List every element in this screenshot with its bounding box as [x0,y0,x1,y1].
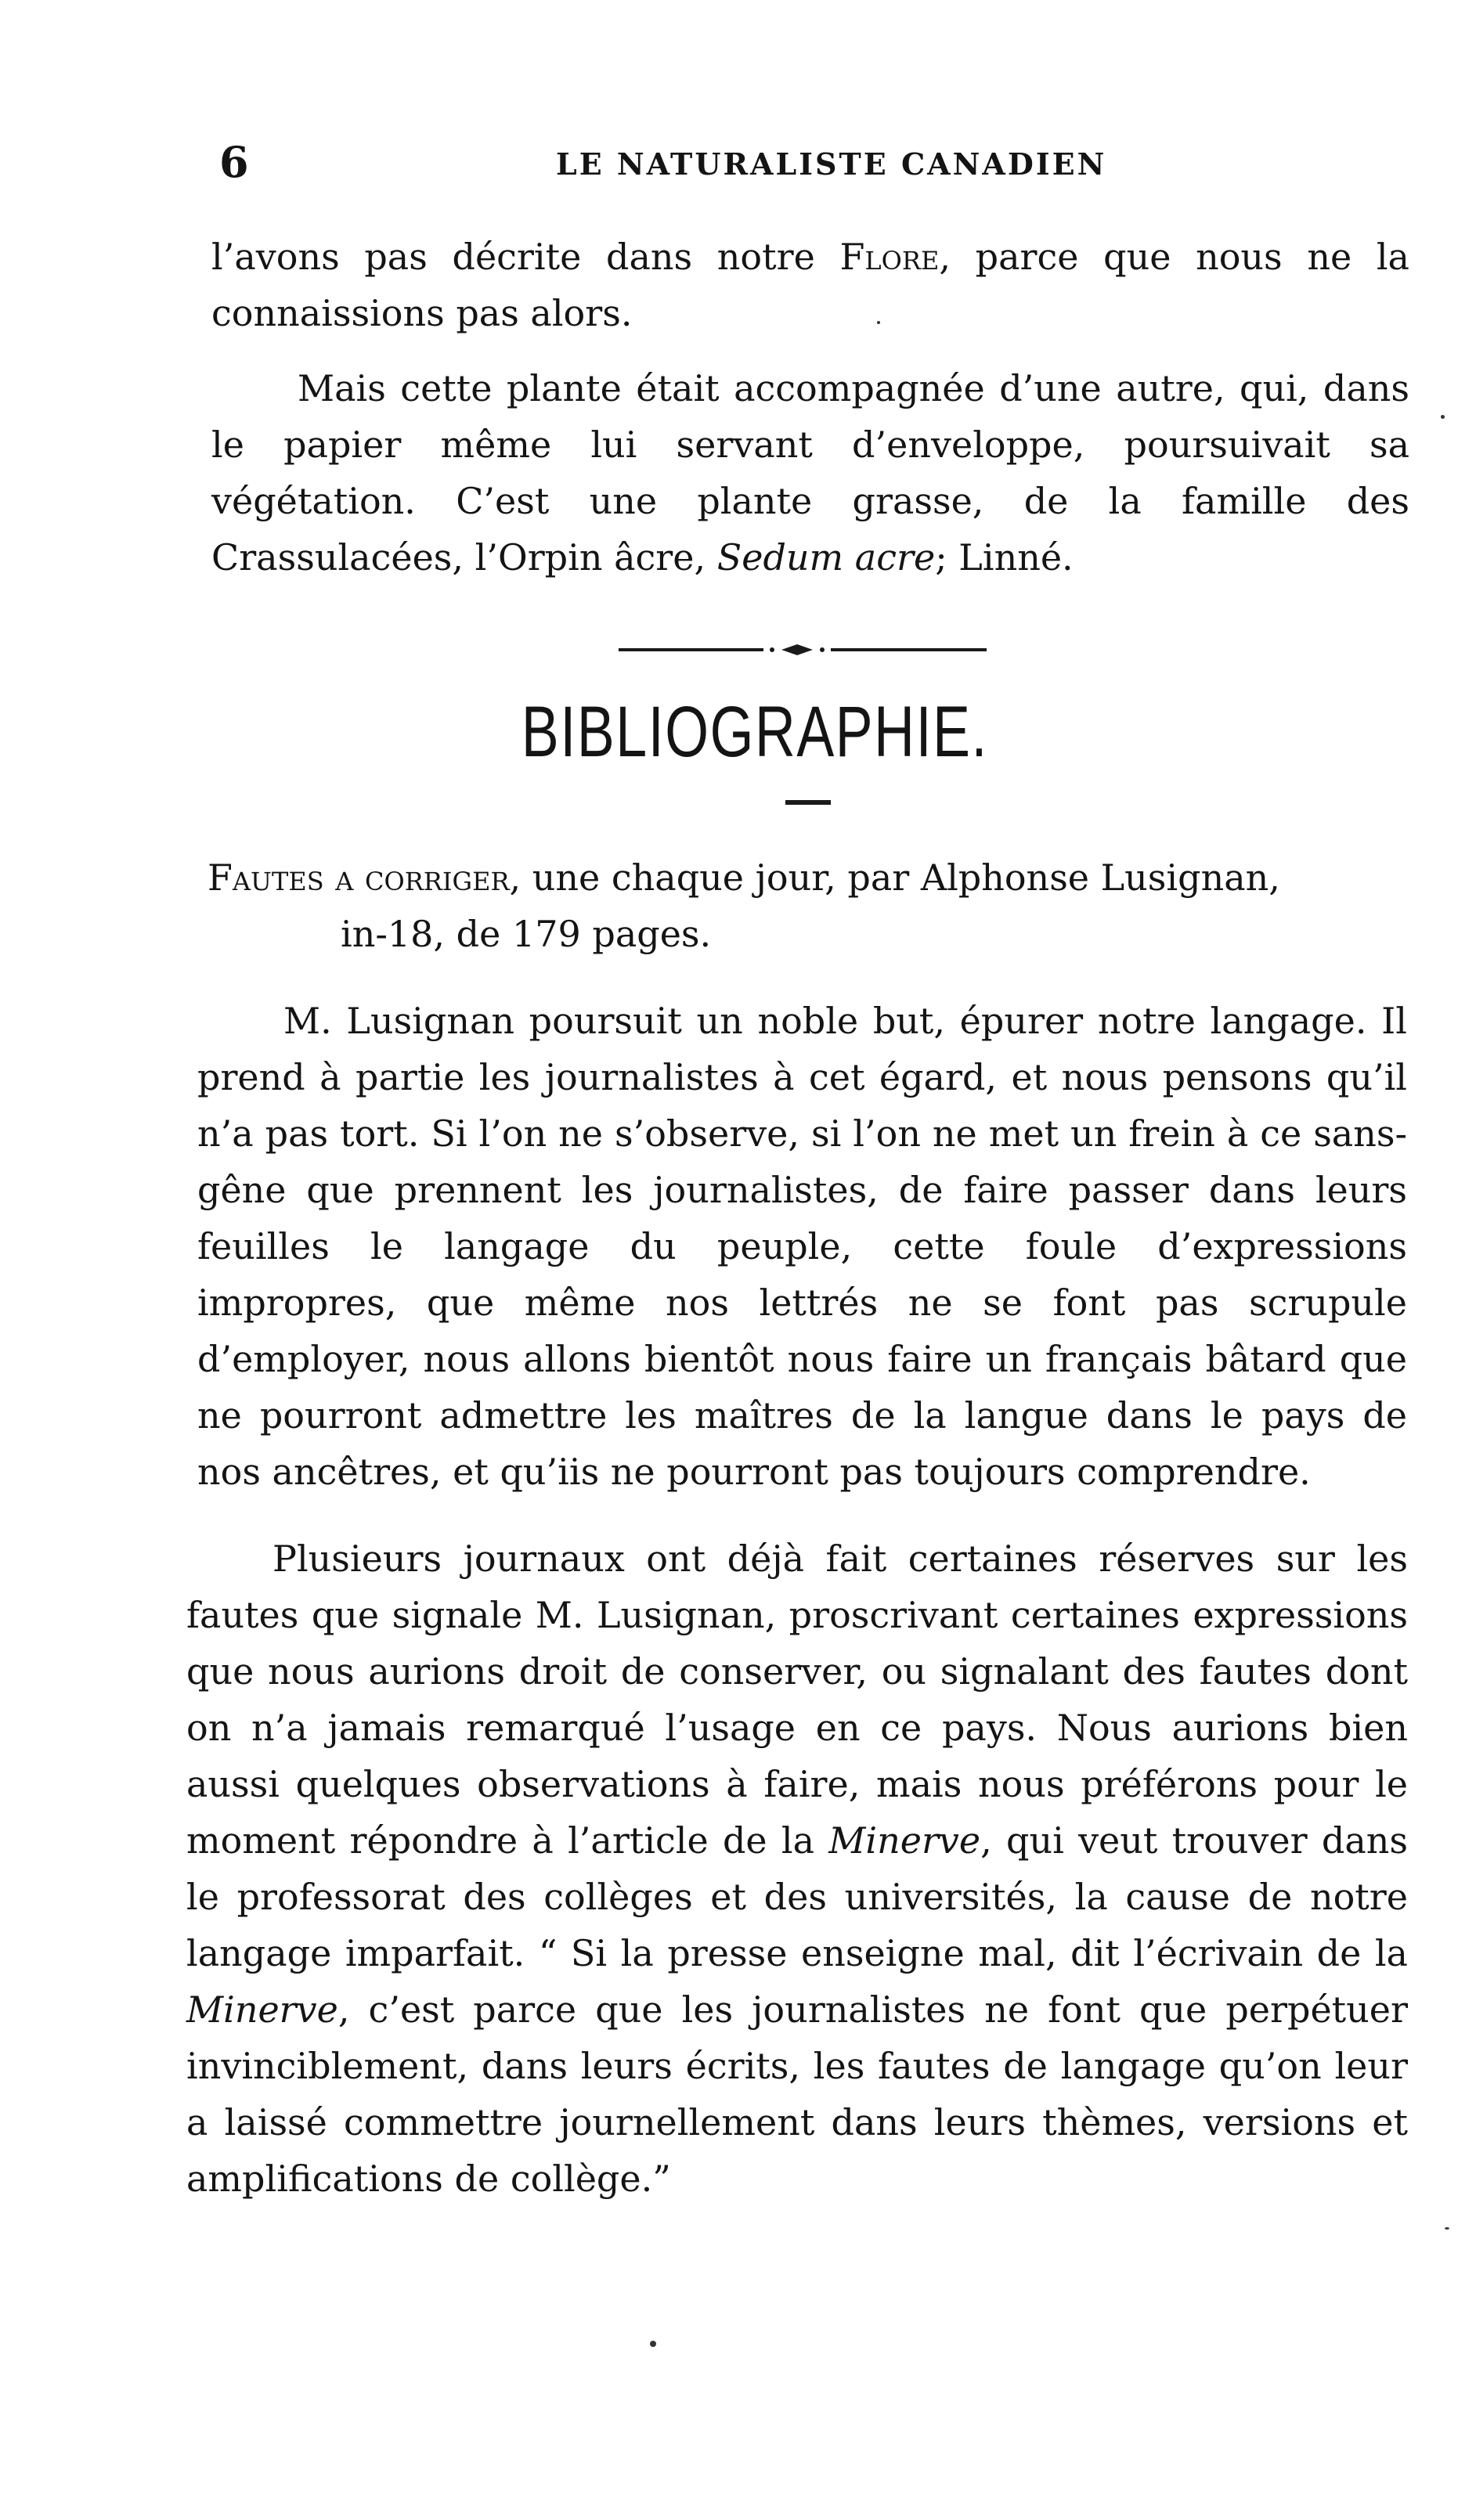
biblio-p2-text-c: , c’est parce que les journalistes ne font que perpétuer invinciblement, dans leurs écrits, les fautes de langage qu’on leur a laissé commettre journellement dans leurs thèmes, versions et amplifications de collège.” [186,1988,1408,2200]
page-number: 6 [219,137,249,187]
speck-4 [877,321,880,324]
book-title: Fautes a corriger [208,856,510,899]
speck-1 [650,2341,656,2347]
flore-title: Flore [839,236,940,278]
biblio-p2-text-a: Plusieurs journaux ont déjà fait certaines réserves sur les fautes que signale M. Lusignan, proscrivant certaines expressions que nous aurions droit de conserver, ou signalant des fautes dont on n’a jamais remarqué l’usage en ce pays. Nous aurions bien aussi quelques observations à faire, mais nous préférons pour le moment répondre à l’article de la [186,1538,1408,1862]
speck-2 [1441,415,1445,419]
bibliography-entry-heading [208,849,1409,962]
short-rule-divider [785,800,831,805]
book-details: in-18, de 179 pages. [341,913,712,955]
book-author: , une chaque jour, par Alphonse Lusignan, [509,856,1280,899]
bibliography-paragraph-1: M. Lusignan poursuit un noble but, épurer notre langage. Il prend à partie les journalistes à cet égard, et nous pensons qu’il n’a pas tort. Si l’on ne s’observe, si l’on ne met un frein à ce sans-gêne que prennent les journalistes, de faire passer dans leurs feuilles le langage du peuple, cette foule d’expressions impropres, que même nos lettrés ne se font pas scrupule d’employer, nous allons bientôt nous faire un français bâtard que ne pourront admettre les maîtres de la langue dans le pays de nos ancêtres, et qu’iis ne pourront pas toujours comprendre. [197,1000,1407,1493]
section-title: BIBLIOGRAPHIE. [521,692,988,772]
intro-p1-text-b: , parce que nous ne la connaissions pas alors. [211,236,1409,334]
page-header [219,135,1402,189]
bibliography-paragraph-2 [186,1530,1408,2207]
section-divider-ornament [619,640,987,659]
intro-p2-text-a: Mais cette plante était accompagnée d’une autre, qui, dans le papier même lui servant d’enveloppe, poursuivait sa végétation. C’est une plante grasse, de la famille des Crassulacées, l’Orpin âcre, [211,367,1409,579]
journal-name-2: Minerve [186,1988,338,2031]
running-title: LE NATURALISTE CANADIEN [556,146,1107,182]
speck-3 [1445,2227,1449,2230]
intro-paragraph-1 [211,229,1409,341]
species-name: Sedum acre [716,536,936,579]
journal-name-1: Minerve [828,1819,981,1862]
intro-p2-text-b: ; Linné. [935,536,1074,579]
intro-p1-text-a: l’avons pas décrite dans notre [211,236,840,278]
intro-paragraph-2 [211,360,1409,586]
biblio-p2-text-b: , qui veut trouver dans le professorat des collèges et des universités, la cause de notre langage imparfait. “ Si la presse enseigne mal, dit l’écrivain de la [186,1819,1408,1974]
